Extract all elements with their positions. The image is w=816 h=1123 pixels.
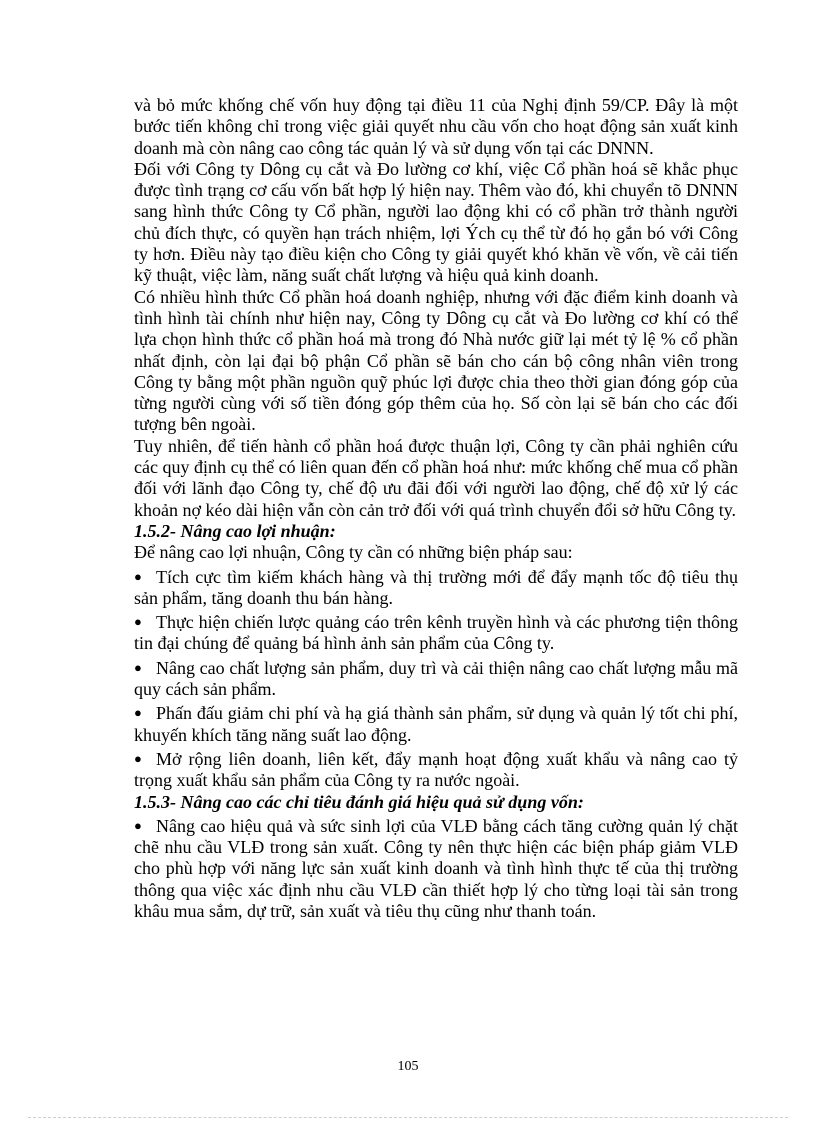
bullet-text: Phấn đấu giảm chi phí và hạ giá thành sản phẩm, sử dụng và quản lý tốt chi phí, khuyến khích tăng năng suất lao động. — [134, 703, 738, 745]
paragraph: Để nâng cao lợi nhuận, Công ty cần có những biện pháp sau: — [134, 542, 573, 563]
bullet-item — [134, 700, 738, 746]
paragraph: Có nhiều hình thức Cổ phần hoá doanh nghiệp, nhưng với đặc điểm kinh doanh và tình hình tài chính như hiện nay, Công ty Dông cụ cắt và Đo lường cơ khí có thể lựa chọn hình thức cổ phần hoá mà trong đó Nhà nước giữ lại mét tỷ lệ % cổ phần nhất định, còn lại đại bộ phận Cổ phần sẽ bán cho cán bộ công nhân viên trong Công ty bằng một phần nguồn quỹ phúc lợi được chia theo thời gian đóng góp của từng người cùng với số tiền đóng góp thêm của họ. Số còn lại sẽ bán cho các đối tượng bên ngoài. — [134, 286, 738, 435]
bullet-item — [134, 564, 738, 610]
bullet-item — [134, 609, 738, 655]
bullet-icon: ● — [134, 750, 142, 766]
bullet-item — [134, 813, 738, 922]
bullet-icon: ● — [134, 705, 142, 721]
paragraph: Đối với Công ty Dông cụ cắt và Đo lường cơ khí, việc Cổ phần hoá sẽ khắc phục được tình trạng cơ cấu vốn bất hợp lý hiện nay. Thêm vào đó, khi chuyển tõ DNNN sang hình thức Công ty Cổ phần, người lao động khi có cổ phần trở thành người chủ đích thực, có quyền hạn trách nhiệm, lợi Ých cụ thể từ đó họ gắn bó với Công ty hơn. Điều này tạo điều kiện cho Công ty giải quyết khó khăn về vốn, về cải tiến kỹ thuật, việc làm, năng suất chất lượng và hiệu quả kinh doanh. — [134, 158, 738, 286]
bullet-icon: ● — [134, 614, 142, 630]
bullet-item — [134, 655, 738, 701]
paragraph: và bỏ mức khống chế vốn huy động tại điều 11 của Nghị định 59/CP. Đây là một bước tiến không chỉ trong việc giải quyết nhu cầu vốn cho hoạt động sản xuất kinh doanh mà còn nâng cao công tác quản lý và sử dụng vốn tại các DNNN. — [134, 95, 738, 158]
bullet-icon: ● — [134, 817, 142, 833]
document-body — [134, 95, 738, 922]
page-number: 105 — [397, 1059, 419, 1074]
bullet-text: Nâng cao hiệu quả và sức sinh lợi của VLĐ bằng cách tăng cường quản lý chặt chẽ nhu cầu VLĐ trong sản xuất. Công ty nên thực hiện các biện pháp giảm VLĐ cho phù hợp với năng lực sản xuất kinh doanh và tình hình thực tế của thị trường thông qua việc xác định nhu cầu VLĐ cần thiết hợp lý cho từng loại tài sản trong khâu mua sắm, dự trữ, sản xuất và tiêu thụ cũng như thanh toán. — [134, 815, 738, 921]
paragraph: Tuy nhiên, để tiến hành cổ phần hoá được thuận lợi, Công ty cần phải nghiên cứu các quy định cụ thể có liên quan đến cổ phần hoá như: mức khống chế mua cổ phần đối với lãnh đạo Công ty, chế độ ưu đãi đối với người lao động, chế độ xử lý các khoản nợ kéo dài hiện vẫn còn cản trở đối với quá trình chuyển đổi sở hữu Công ty. — [134, 435, 738, 520]
bullet-icon: ● — [134, 568, 142, 584]
bullet-text: Mở rộng liên doanh, liên kết, đẩy mạnh hoạt động xuất khẩu và nâng cao tỷ trọng xuất khẩu sản phẩm của Công ty ra nước ngoài. — [134, 748, 738, 791]
bullet-text: Tích cực tìm kiếm khách hàng và thị trường mới để đẩy mạnh tốc độ tiêu thụ sản phẩm, tăng doanh thu bán hàng. — [134, 566, 738, 608]
bullet-item — [134, 746, 738, 792]
bullet-text: Thực hiện chiến lược quảng cáo trên kênh truyền hình và các phương tiện thông tin đại chúng để quảng bá hình ảnh sản phẩm của Công ty. — [134, 612, 738, 654]
section-heading: 1.5.2- Nâng cao lợi nhuận: — [134, 520, 336, 541]
page-bottom-border — [28, 1117, 788, 1118]
bullet-text: Nâng cao chất lượng sản phẩm, duy trì và cải thiện nâng cao chất lượng mẫu mã quy cách sản phẩm. — [134, 657, 738, 700]
section-heading: 1.5.3- Nâng cao các chỉ tiêu đánh giá hiệu quả sử dụng vốn: — [134, 791, 584, 812]
bullet-icon: ● — [134, 659, 142, 675]
